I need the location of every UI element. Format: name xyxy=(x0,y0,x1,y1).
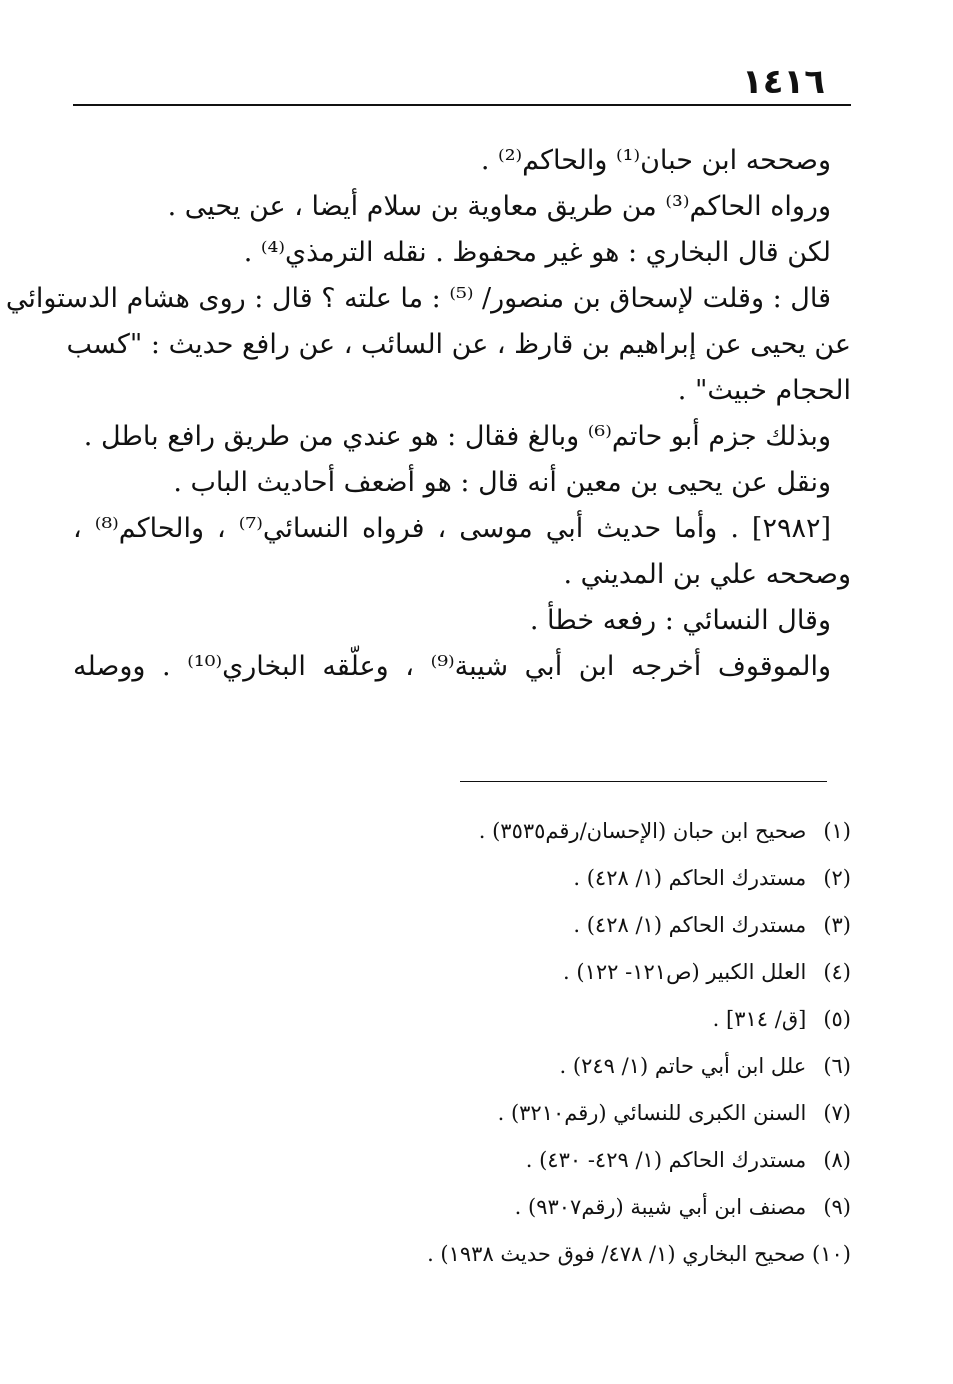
footnote-separator xyxy=(460,781,827,782)
footnote-number: (٥) xyxy=(823,1007,851,1031)
header-rule xyxy=(73,104,851,106)
footnote-text: علل ابن أبي حاتم (١/ ٢٤٩) . xyxy=(559,1054,807,1078)
footnote xyxy=(300,949,851,996)
text-line: عن يحيى عن إبراهيم بن قارظ ، عن السائب ، عن رافع حديث : "كسب xyxy=(66,329,851,360)
text-line: وصححه علي بن المديني . xyxy=(563,559,851,590)
footnote xyxy=(300,1231,851,1278)
footnote-number: (١) xyxy=(823,819,851,843)
footnote-number: (٣) xyxy=(823,913,851,937)
footnote-number: (٩) xyxy=(823,1195,851,1219)
footnote-number: (٢) xyxy=(823,866,851,890)
footnote-text: صحيح ابن حبان (الإحسان/رقم٣٥٣٥) . xyxy=(478,819,807,843)
text-line: وقال النسائي : رفعه خطأ . xyxy=(529,605,831,636)
text-line: ورواه الحاكم⁽³⁾ من طريق معاوية بن سلام أيضا ، عن يحيى . xyxy=(167,191,831,222)
main-text xyxy=(5,138,851,690)
page-number: ١٤١٦ xyxy=(741,62,825,102)
footnote-text: [ق/ ٣١٤] . xyxy=(712,1007,807,1031)
footnote xyxy=(300,902,851,949)
text-line: [٢٩٨٢] . وأما حديث أبي موسى ، فرواه النسائي⁽⁷⁾ ، والحاكم⁽⁸⁾ ، xyxy=(73,513,832,544)
footnote-text: السنن الكبرى للنسائي (رقم٣٢١٠) . xyxy=(497,1101,807,1125)
text-line: لكن قال البخاري : هو غير محفوظ . نقله الترمذي⁽⁴⁾ . xyxy=(243,237,831,268)
footnote-text: صحيح البخاري (١/ ٤٧٨/ فوق حديث ١٩٣٨) . xyxy=(427,1242,806,1266)
footnote-number: (٨) xyxy=(823,1148,851,1172)
text-line: وصححه ابن حبان⁽¹⁾ والحاكم⁽²⁾ . xyxy=(480,145,831,176)
footnote xyxy=(300,1184,851,1231)
footnote-number: (٤) xyxy=(823,960,851,984)
footnote-text: مستدرك الحاكم (١/ ٤٢٩- ٤٣٠) . xyxy=(525,1148,807,1172)
footnote xyxy=(300,1090,851,1137)
text-line: قال : وقلت لإسحاق بن منصور/ ⁽⁵⁾ : ما علته ؟ قال : روى هشام الدستوائي xyxy=(5,283,831,314)
footnote xyxy=(300,996,851,1043)
footnotes xyxy=(300,808,851,1278)
footnote xyxy=(300,1043,851,1090)
footnote-text: مصنف ابن أبي شيبة (رقم٩٣٠٧) . xyxy=(514,1195,807,1219)
footnote-number: (١٠) xyxy=(812,1242,851,1266)
footnote-number: (٧) xyxy=(823,1101,851,1125)
text-line: والموقوف أخرجه ابن أبي شيبة⁽⁹⁾ ، وعلّقه البخاري⁽¹⁰⁾ . ووصله xyxy=(73,651,831,682)
footnote xyxy=(300,855,851,902)
footnote-number: (٦) xyxy=(823,1054,851,1078)
text-line: وبذلك جزم أبو حاتم⁽⁶⁾ وبالغ فقال : هو عندي من طريق رافع باطل . xyxy=(83,421,831,452)
text-line: الحجام خبيث" . xyxy=(677,375,851,406)
footnote-text: العلل الكبير (ص١٢١- ١٢٢) . xyxy=(563,960,807,984)
footnote-text: مستدرك الحاكم (١/ ٤٢٨) . xyxy=(573,913,807,937)
text-line: ونقل عن يحيى بن معين أنه قال : هو أضعف أحاديث الباب . xyxy=(173,467,831,498)
footnote xyxy=(300,1137,851,1184)
footnote xyxy=(300,808,851,855)
footnote-text: مستدرك الحاكم (١/ ٤٢٨) . xyxy=(573,866,807,890)
